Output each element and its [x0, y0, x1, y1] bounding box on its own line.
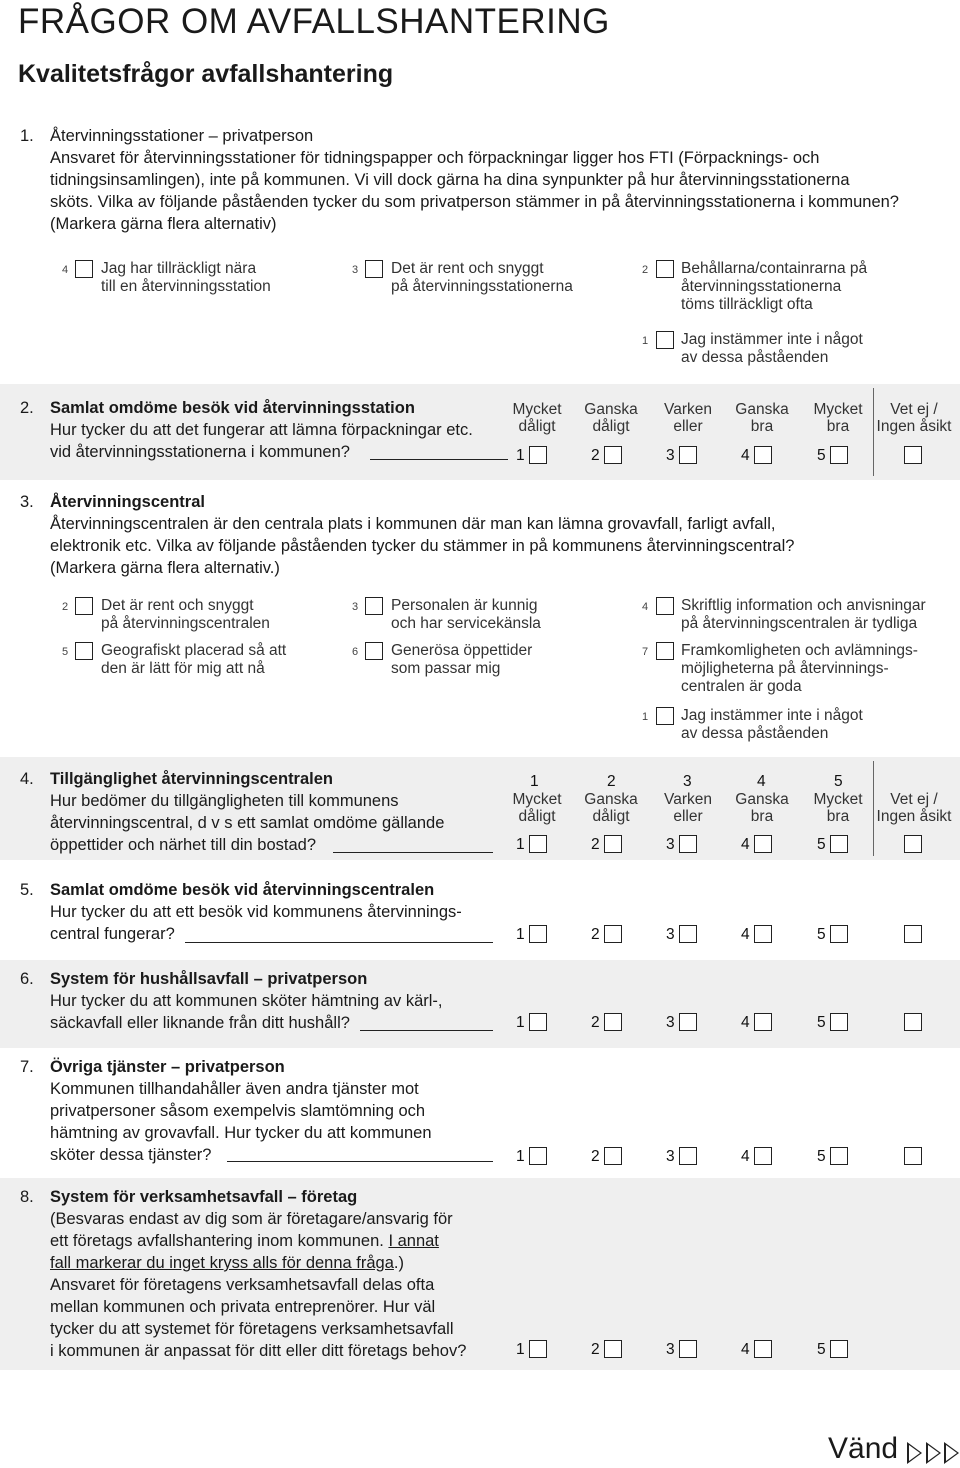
option-label: som passar mig: [391, 660, 501, 677]
scale-number: 3: [666, 926, 675, 943]
scale-number: 1: [516, 836, 525, 853]
q4-title: Tillgänglighet återvinningscentralen: [50, 770, 333, 788]
scale-header: Mycket dåligt: [512, 401, 562, 435]
q7-text-line: privatpersoner såsom exempelvis slamtömning och: [50, 1102, 426, 1120]
scale-number: 5: [817, 447, 826, 464]
q8-rating-1-checkbox[interactable]: [529, 1340, 547, 1358]
option-label: och har servicekänsla: [391, 615, 541, 632]
scale-header-number: 4: [757, 773, 766, 790]
q5-rating-3-checkbox[interactable]: [679, 925, 697, 943]
scale-number: 5: [817, 1148, 826, 1165]
q7-text-line: sköter dessa tjänster?: [50, 1146, 212, 1164]
q4-rating-3-checkbox[interactable]: [679, 835, 697, 853]
scale-number: 2: [591, 1341, 600, 1358]
arrow-right-icon: [926, 1442, 941, 1464]
option-code: 1: [642, 711, 649, 723]
option-label: av dessa påståenden: [681, 725, 829, 742]
scale-number: 1: [516, 1341, 525, 1358]
q6-number: 6.: [20, 970, 34, 988]
q8-text-line: Ansvaret för företagens verksamhetsavfall delas ofta: [50, 1276, 435, 1294]
scale-header-number: 1: [530, 773, 539, 790]
q3-option-checkbox[interactable]: [365, 642, 383, 660]
option-code: 7: [642, 646, 649, 658]
answer-line: [185, 942, 493, 943]
option-code: 4: [642, 601, 649, 613]
q1-text-line: Ansvaret för återvinningsstationer för tidningspapper och förpackningar ligger hos FTI (Förpacknings- och: [50, 149, 820, 167]
q1-text-line: tidningsinsamlingen), inte på kommunen. Vi vill dock gärna ha dina synpunkter på hur återvinningsstationerna: [50, 171, 850, 189]
q8-text-line: mellan kommunen och privata entreprenörer. Hur väl: [50, 1298, 436, 1316]
option-label: Generösa öppettider: [391, 642, 533, 659]
q8-rating-4-checkbox[interactable]: [754, 1340, 772, 1358]
q2-rating-2-checkbox[interactable]: [604, 446, 622, 464]
scale-header-number: 2: [607, 773, 616, 790]
scale-header-number: 3: [683, 773, 692, 790]
scale-number: 3: [666, 1014, 675, 1031]
q2-rating-3-checkbox[interactable]: [679, 446, 697, 464]
scale-header: Ganska bra: [735, 401, 789, 435]
option-label: av dessa påståenden: [681, 349, 829, 366]
q2-rating-1-checkbox[interactable]: [529, 446, 547, 464]
option-code: 1: [642, 335, 649, 347]
scale-number: 3: [666, 447, 675, 464]
option-label: Jag instämmer inte i något: [681, 331, 863, 348]
q5-number: 5.: [20, 881, 34, 899]
q8-text-line: (Besvaras endast av dig som är företagare/ansvarig för: [50, 1210, 453, 1228]
option-code: 4: [62, 264, 69, 276]
scale-header: Mycket bra: [813, 401, 863, 435]
scale-number: 5: [817, 836, 826, 853]
scale-number: 5: [817, 1014, 826, 1031]
option-label: Framkomligheten och avlämnings-: [681, 642, 918, 659]
scale-number: 5: [817, 1341, 826, 1358]
q1-number: 1.: [20, 127, 34, 145]
arrow-right-icon: [944, 1442, 959, 1464]
option-code: 6: [352, 646, 359, 658]
q6-rating-3-checkbox[interactable]: [679, 1013, 697, 1031]
q6-dont-know-checkbox[interactable]: [904, 1013, 922, 1031]
option-label: Det är rent och snyggt: [391, 260, 544, 277]
q4-text-line: öppettider och närhet till din bostad?: [50, 836, 317, 854]
scale-number: 1: [516, 926, 525, 943]
scale-header: Ganska dåligt: [584, 791, 638, 825]
option-label: töms tillräckligt ofta: [681, 296, 813, 313]
q3-title: Återvinningscentral: [50, 493, 205, 511]
q5-rating-1-checkbox[interactable]: [529, 925, 547, 943]
answer-line: [227, 1161, 493, 1162]
option-label: på återvinningscentralen: [101, 615, 270, 632]
q4-number: 4.: [20, 770, 34, 788]
scale-header-dont-know: Vet ej / Ingen åsikt: [876, 791, 952, 825]
q7-rating-3-checkbox[interactable]: [679, 1147, 697, 1165]
option-label: Det är rent och snyggt: [101, 597, 254, 614]
q7-title: Övriga tjänster – privatperson: [50, 1058, 285, 1076]
option-code: 2: [642, 264, 649, 276]
q4-dont-know-checkbox[interactable]: [904, 835, 922, 853]
scale-header-dont-know: Vet ej / Ingen åsikt: [876, 401, 952, 435]
q1-option-checkbox[interactable]: [75, 260, 93, 278]
q3-option-checkbox[interactable]: [75, 642, 93, 660]
q4-text-line: återvinningscentral, d v s ett samlat omdöme gällande: [50, 814, 445, 832]
option-label: Personalen är kunnig: [391, 597, 538, 614]
q8-text-line: tycker du att systemet för företagens verksamhetsavfall: [50, 1320, 454, 1338]
q2-rating-5-checkbox[interactable]: [830, 446, 848, 464]
option-label: centralen är goda: [681, 678, 802, 695]
q3-text-line: Återvinningscentralen är den centrala plats i kommunen där man kan lämna grovavfall, farligt avfall,: [50, 515, 776, 533]
q8-number: 8.: [20, 1188, 34, 1206]
q8-title: System för verksamhetsavfall – företag: [50, 1188, 358, 1206]
q2-text-line: Hur tycker du att det fungerar att lämna förpackningar etc.: [50, 421, 473, 439]
q2-text-line: vid återvinningsstationerna i kommunen?: [50, 443, 350, 461]
scale-header: Ganska bra: [735, 791, 789, 825]
page-subtitle: Kvalitetsfrågor avfallshantering: [18, 60, 394, 88]
q1-text-line: (Markera gärna flera alternativ): [50, 215, 277, 233]
option-label: Skriftlig information och anvisningar: [681, 597, 926, 614]
q6-text-line: Hur tycker du att kommunen sköter hämtning av kärl-,: [50, 992, 443, 1010]
option-label: Jag instämmer inte i något: [681, 707, 863, 724]
q6-rating-1-checkbox[interactable]: [529, 1013, 547, 1031]
q5-text-line: Hur tycker du att ett besök vid kommunens återvinnings-: [50, 903, 462, 921]
q3-option-checkbox[interactable]: [656, 597, 674, 615]
q3-number: 3.: [20, 493, 34, 511]
q3-option-checkbox[interactable]: [75, 597, 93, 615]
q4-rating-1-checkbox[interactable]: [529, 835, 547, 853]
q5-title: Samlat omdöme besök vid återvinningscentralen: [50, 881, 435, 899]
scale-number: 1: [516, 447, 525, 464]
scale-number: 4: [741, 1014, 750, 1031]
answer-line: [360, 1030, 493, 1031]
q7-text-line: Kommunen tillhandahåller även andra tjänster mot: [50, 1080, 419, 1098]
option-label: Jag har tillräckligt nära: [101, 260, 257, 277]
scale-header-number: 5: [834, 773, 843, 790]
q1-title: Återvinningsstationer – privatperson: [50, 127, 314, 145]
option-label: på återvinningscentralen är tydliga: [681, 615, 918, 632]
q6-rating-2-checkbox[interactable]: [604, 1013, 622, 1031]
q6-rating-4-checkbox[interactable]: [754, 1013, 772, 1031]
q7-text-line: hämtning av grovavfall. Hur tycker du att kommunen: [50, 1124, 432, 1142]
option-label: återvinningsstationerna: [681, 278, 842, 295]
q2-dont-know-checkbox[interactable]: [904, 446, 922, 464]
q4-rating-4-checkbox[interactable]: [754, 835, 772, 853]
q7-number: 7.: [20, 1058, 34, 1076]
q4-rating-5-checkbox[interactable]: [830, 835, 848, 853]
option-code: 3: [352, 601, 359, 613]
q4-rating-2-checkbox[interactable]: [604, 835, 622, 853]
scale-number: 2: [591, 926, 600, 943]
scale-number: 4: [741, 1148, 750, 1165]
q8-rating-3-checkbox[interactable]: [679, 1340, 697, 1358]
option-code: 3: [352, 264, 359, 276]
scale-number: 4: [741, 1341, 750, 1358]
option-label: Behållarna/containrarna på: [681, 260, 868, 277]
scale-header: Mycket bra: [813, 791, 863, 825]
q8-rating-2-checkbox[interactable]: [604, 1340, 622, 1358]
option-label: den är lätt för mig att nå: [101, 660, 265, 677]
q7-rating-5-checkbox[interactable]: [830, 1147, 848, 1165]
scale-header: Ganska dåligt: [584, 401, 638, 435]
scale-number: 2: [591, 1148, 600, 1165]
scale-header: Varken eller: [664, 791, 712, 825]
q8-rating-5-checkbox[interactable]: [830, 1340, 848, 1358]
arrow-right-icon: [907, 1442, 922, 1464]
q7-rating-1-checkbox[interactable]: [529, 1147, 547, 1165]
q8-text-line: fall markerar du inget kryss alls för denna fråga.): [50, 1254, 404, 1272]
q7-rating-4-checkbox[interactable]: [754, 1147, 772, 1165]
q6-title: System för hushållsavfall – privatperson: [50, 970, 368, 988]
scale-number: 4: [741, 447, 750, 464]
q2-number: 2.: [20, 399, 34, 417]
scale-number: 5: [817, 926, 826, 943]
q7-rating-2-checkbox[interactable]: [604, 1147, 622, 1165]
scale-number: 3: [666, 836, 675, 853]
scale-number: 2: [591, 447, 600, 464]
q7-dont-know-checkbox[interactable]: [904, 1147, 922, 1165]
q1-option-checkbox[interactable]: [365, 260, 383, 278]
scale-header: Varken eller: [664, 401, 712, 435]
q3-option-checkbox[interactable]: [656, 707, 674, 725]
q3-option-checkbox[interactable]: [656, 642, 674, 660]
scale-header: Mycket dåligt: [512, 791, 562, 825]
scale-number: 4: [741, 836, 750, 853]
answer-line: [333, 852, 493, 853]
option-label: på återvinningsstationerna: [391, 278, 573, 295]
option-label: till en återvinningsstation: [101, 278, 271, 295]
q8-text-line: ett företags avfallshantering inom kommunen. I annat: [50, 1232, 439, 1250]
q5-rating-4-checkbox[interactable]: [754, 925, 772, 943]
option-code: 2: [62, 601, 69, 613]
option-code: 5: [62, 646, 69, 658]
scale-number: 3: [666, 1148, 675, 1165]
q4-text-line: Hur bedömer du tillgängligheten till kommunens: [50, 792, 399, 810]
q8-text-line: i kommunen är anpassat för ditt eller ditt företags behov?: [50, 1342, 467, 1360]
q6-rating-5-checkbox[interactable]: [830, 1013, 848, 1031]
q3-text-line: elektronik etc. Vilka av följande påståenden tycker du stämmer in på kommunens återvinningscentral?: [50, 537, 795, 555]
page-title: FRÅGOR OM AVFALLSHANTERING: [18, 2, 610, 41]
q1-option-checkbox[interactable]: [656, 260, 674, 278]
option-label: Geografiskt placerad så att: [101, 642, 287, 659]
q2-title: Samlat omdöme besök vid återvinningsstation: [50, 399, 415, 417]
answer-line: [370, 459, 508, 460]
scale-number: 1: [516, 1014, 525, 1031]
scale-number: 1: [516, 1148, 525, 1165]
q2-rating-4-checkbox[interactable]: [754, 446, 772, 464]
scale-number: 4: [741, 926, 750, 943]
q3-option-checkbox[interactable]: [365, 597, 383, 615]
option-label: möjligheterna på återvinnings-: [681, 660, 889, 677]
q6-text-line: säckavfall eller liknande från ditt hushåll?: [50, 1014, 350, 1032]
q5-text-line: central fungerar?: [50, 925, 175, 943]
turn-page-label: Vänd: [828, 1432, 899, 1465]
scale-number: 2: [591, 836, 600, 853]
q5-rating-5-checkbox[interactable]: [830, 925, 848, 943]
q1-option-checkbox[interactable]: [656, 331, 674, 349]
q5-rating-2-checkbox[interactable]: [604, 925, 622, 943]
scale-number: 3: [666, 1341, 675, 1358]
q5-dont-know-checkbox[interactable]: [904, 925, 922, 943]
scale-number: 2: [591, 1014, 600, 1031]
q3-text-line: (Markera gärna flera alternativ.): [50, 559, 280, 577]
q1-text-line: sköts. Vilka av följande påståenden tycker du som privatperson stämmer in på återvinningsstationerna i kommunen?: [50, 193, 899, 211]
